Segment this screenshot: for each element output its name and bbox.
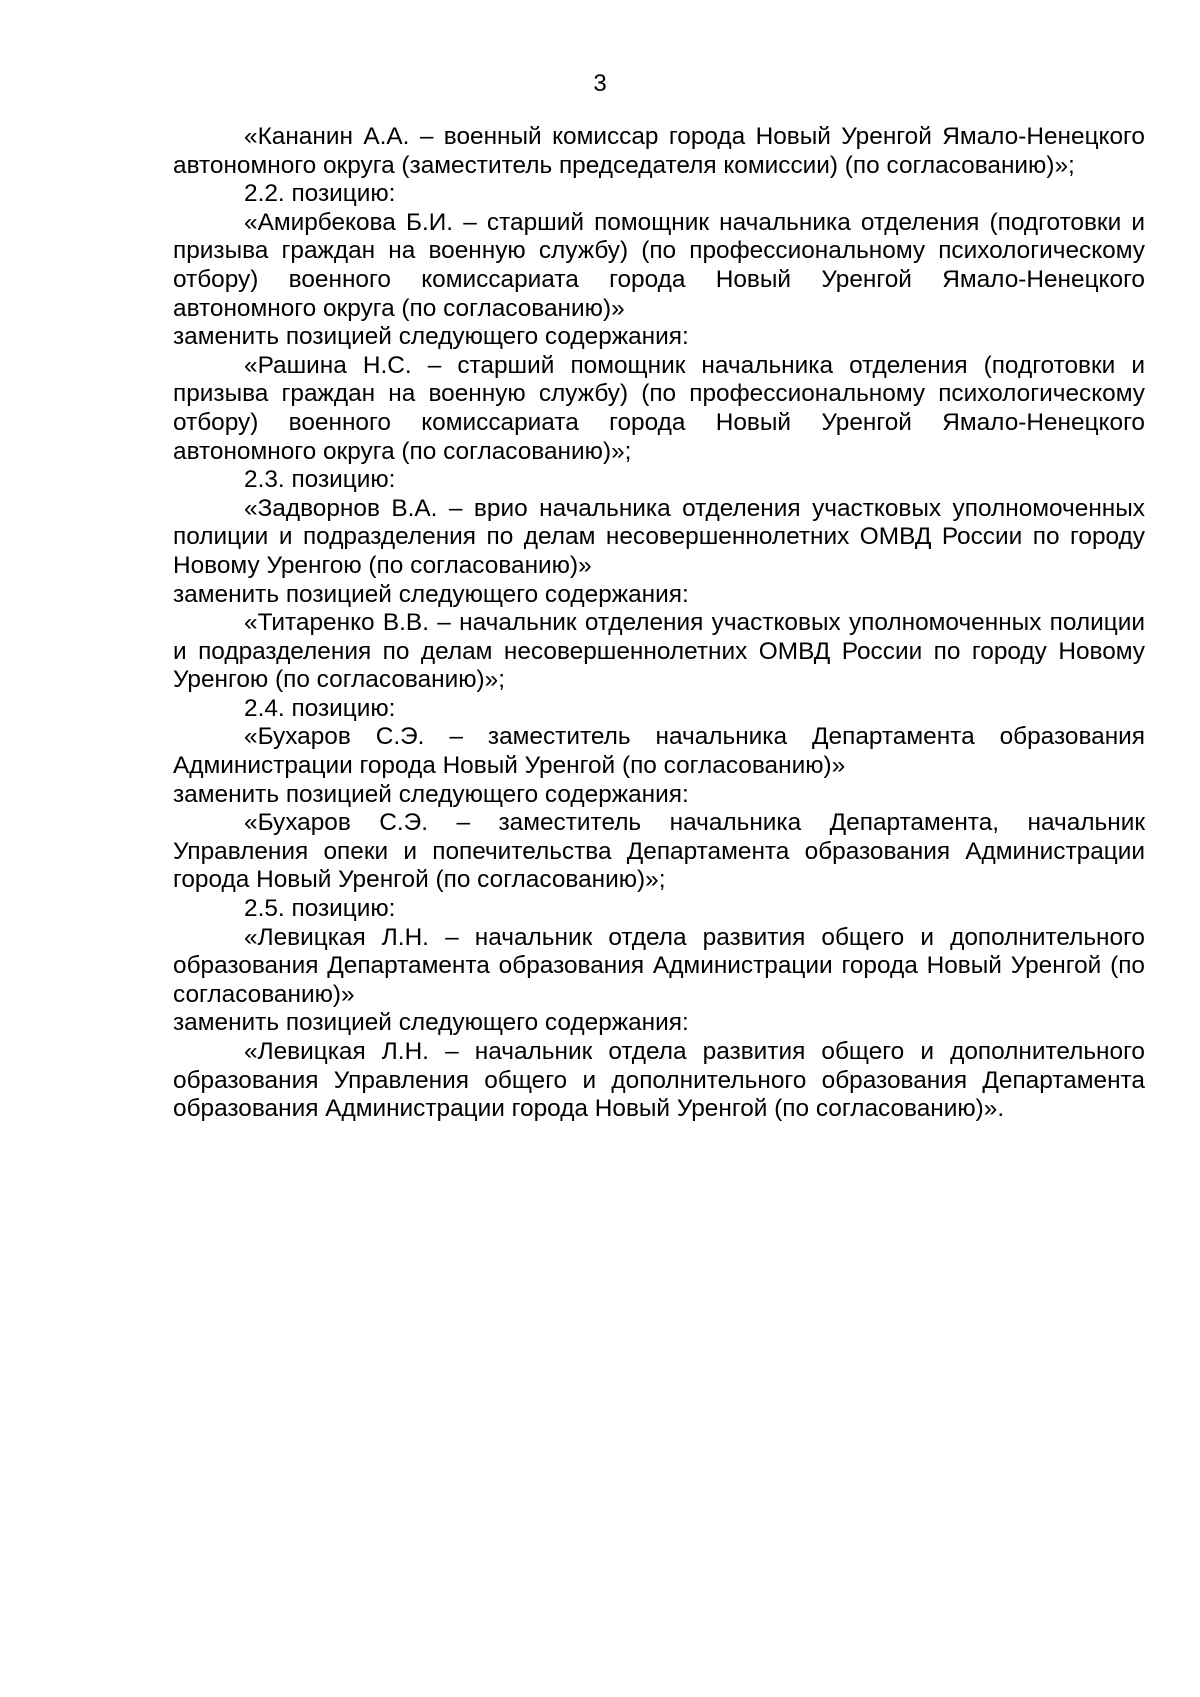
paragraph-bukharov-old: «Бухаров С.Э. – заместитель начальника Департамента образования Администрации города Новый Уренгой (по согласованию)» bbox=[173, 723, 1145, 780]
paragraph-item-2-3: 2.3. позицию: bbox=[244, 466, 396, 494]
page-number: 3 bbox=[593, 70, 607, 97]
paragraph-replace-2-4: заменить позицией следующего содержания: bbox=[173, 780, 689, 808]
paragraph-rashina: «Рашина Н.С. – старший помощник начальника отделения (подготовки и призыва граждан на военную службу) (по профессиональному психологическому отбору) военного комиссариата города Новый Уренгой Ямало-Ненецкого автономного округа (по согласованию)»; bbox=[173, 351, 1145, 465]
paragraph-titarenko: «Титаренко В.В. – начальник отделения участковых уполномоченных полиции и подразделения по делам несовершеннолетних ОМВД России по городу Новому Уренгою (по согласованию)»; bbox=[173, 609, 1145, 694]
paragraph-kananin: «Кананин А.А. – военный комиссар города Новый Уренгой Ямало-Ненецкого автономного округа (заместитель председателя комиссии) (по согласованию)»; bbox=[173, 123, 1145, 179]
paragraph-bukharov-new: «Бухаров С.Э. – заместитель начальника Департамента, начальник Управления опеки и попечительства Департамента образования Администрации города Новый Уренгой (по согласованию)»; bbox=[173, 809, 1145, 894]
paragraph-replace-2-5: заменить позицией следующего содержания: bbox=[173, 1009, 689, 1037]
paragraph-levitskaya-old: «Левицкая Л.Н. – начальник отдела развития общего и дополнительного образования Департамента образования Администрации города Новый Уренгой (по согласованию)» bbox=[173, 923, 1145, 1008]
paragraph-amirbekova: «Амирбекова Б.И. – старший помощник начальника отделения (подготовки и призыва граждан на военную службу) (по профессиональному психологическому отбору) военного комиссариата города Новый Уренгой Ямало-Ненецкого автономного округа (по согласованию)» bbox=[173, 208, 1145, 322]
paragraph-replace-2-2: заменить позицией следующего содержания: bbox=[173, 323, 689, 351]
paragraph-zadvornov: «Задворнов В.А. – врио начальника отделения участковых уполномоченных полиции и подразделения по делам несовершеннолетних ОМВД России по городу Новому Уренгою (по согласованию)» bbox=[173, 494, 1145, 579]
paragraph-levitskaya-new: «Левицкая Л.Н. – начальник отдела развития общего и дополнительного образования Управления общего и дополнительного образования Департамента образования Администрации города Новый Уренгой (по согласованию)». bbox=[173, 1038, 1145, 1123]
paragraph-item-2-4: 2.4. позицию: bbox=[244, 694, 396, 722]
paragraph-item-2-2: 2.2. позицию: bbox=[244, 180, 396, 208]
paragraph-replace-2-3: заменить позицией следующего содержания: bbox=[173, 580, 689, 608]
paragraph-item-2-5: 2.5. позицию: bbox=[244, 895, 396, 923]
document-body bbox=[173, 123, 1145, 1124]
